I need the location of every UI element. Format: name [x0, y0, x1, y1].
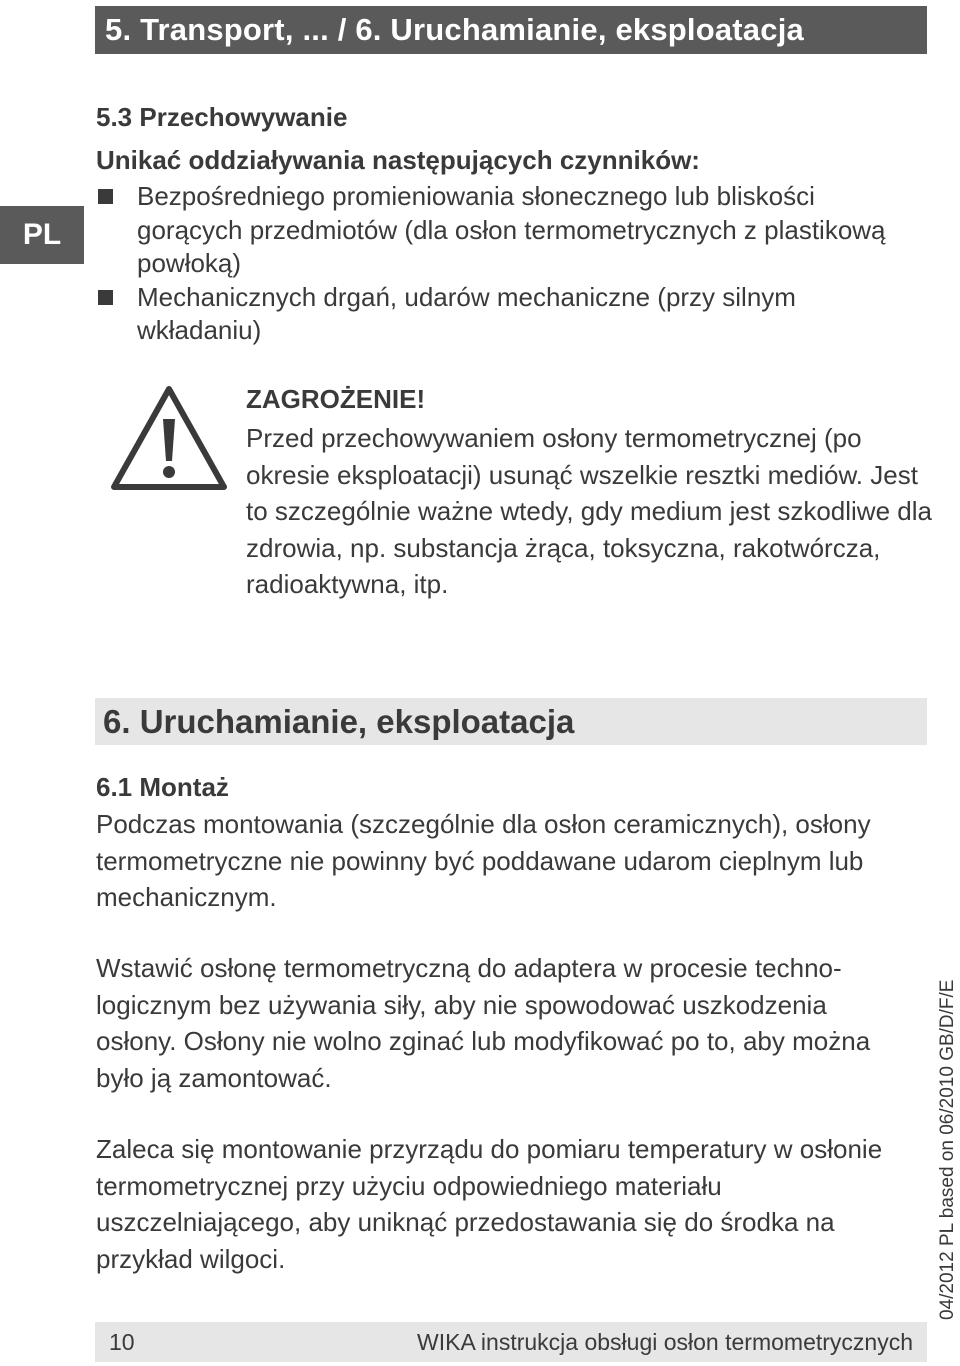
- bullet-square-icon: [98, 290, 113, 305]
- footer-title: WIKA instrukcja obsługi osłon termometrycznych: [417, 1328, 913, 1355]
- mounting-paragraph-2: Wstawić osłonę termometryczną do adaptera w procesie techno-logicznym bez używania siły, aby nie spowodować uszkodzenia osłony. Osłony nie wolno zginać lub modyfikować po to, aby można było ją zamontować.: [96, 953, 871, 1093]
- storage-intro: Unikać oddziaływania następujących czynników:: [96, 145, 700, 175]
- footer-bar: [95, 1322, 927, 1362]
- danger-title: ZAGROŻENIE!: [246, 384, 426, 414]
- header-bar: [95, 6, 927, 54]
- language-tab: PL: [0, 206, 84, 264]
- danger-text: Przed przechowywaniem osłony termometrycznej (po okresie eksploatacji) usunąć wszelkie resztki mediów. Jest to szczególnie ważne wtedy, gdy medium jest szkodliwe dla zdrowia, np. substancja żrąca, toksyczna, rakotwórcza, radioaktywna, itp.: [246, 423, 932, 599]
- bullet-text: Bezpośredniego promieniowania słonecznego lub bliskości gorących przedmiotów (dla osłon termometrycznych z plastikową powłoką): [137, 181, 886, 278]
- mounting-paragraph-3: Zaleca się montowanie przyrządu do pomiaru temperatury w osłonie termometrycznej przy użyciu odpowiedniego materiału uszczelniającego, aby uniknąć przedostawania się do środka na przykład wilgoci.: [96, 1134, 883, 1274]
- mounting-paragraph-1: Podczas montowania (szczególnie dla osłon ceramicznych), osłony termometryczne nie powinny być poddawane udarom cieplnym lub mechanicznym.: [96, 809, 871, 912]
- section-6-1-heading: 6.1 Montaż: [96, 772, 229, 802]
- warning-triangle-icon: [108, 383, 230, 493]
- section-6-title: 6. Uruchamianie, eksploatacja: [103, 702, 575, 740]
- storage-bullet-list: [96, 180, 896, 348]
- document-version-note: 04/2012 PL based on 06/2010 GB/D/F/E: [937, 979, 958, 1320]
- section-5-3-heading: 5.3 Przechowywanie: [96, 102, 348, 132]
- list-item: [96, 281, 896, 348]
- page-number: 10: [109, 1328, 135, 1355]
- bullet-square-icon: [98, 189, 113, 204]
- bullet-text: Mechanicznych drgań, udarów mechaniczne (przy silnym wkładaniu): [137, 281, 796, 345]
- list-item: [96, 180, 896, 281]
- page-header-title: 5. Transport, ... / 6. Uruchamianie, eksploatacja: [105, 12, 804, 47]
- section-6-bar: [95, 698, 927, 745]
